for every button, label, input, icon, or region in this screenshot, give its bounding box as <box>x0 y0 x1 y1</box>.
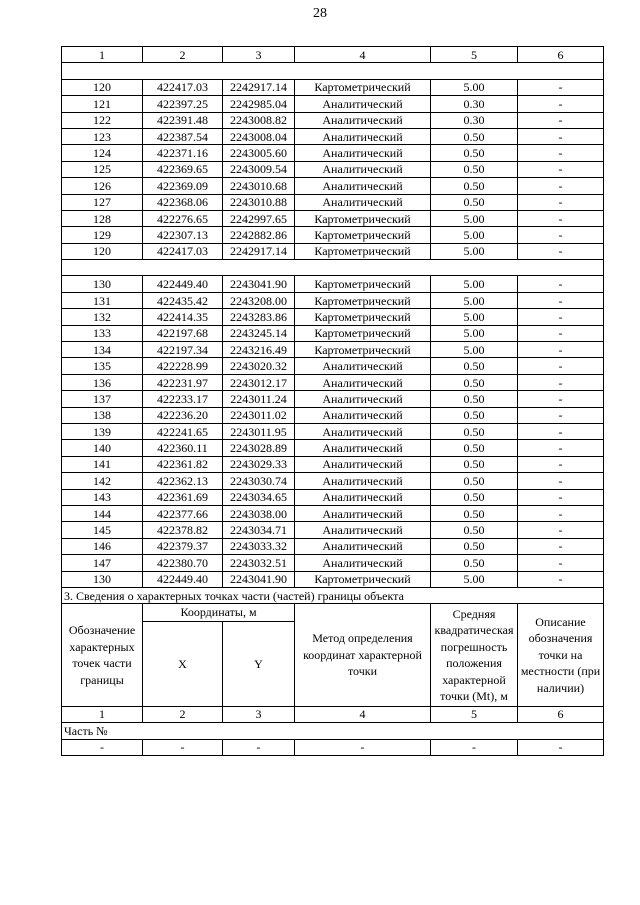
x-cell: 422377.66 <box>143 505 223 521</box>
section3-column-number-row <box>62 706 604 722</box>
method-cell: Аналитический <box>295 505 431 521</box>
empty-cell: - <box>431 739 518 755</box>
method-cell: Аналитический <box>295 178 431 194</box>
description-cell: - <box>518 391 604 407</box>
method-cell: Картометрический <box>295 309 431 325</box>
table-row <box>62 145 604 161</box>
error-cell: 5.00 <box>431 243 518 259</box>
point-cell: 130 <box>62 276 143 292</box>
column-number: 6 <box>518 706 604 722</box>
column-number: 1 <box>62 47 143 63</box>
point-cell: 143 <box>62 489 143 505</box>
method-cell: Аналитический <box>295 112 431 128</box>
table-row <box>62 522 604 538</box>
table-row <box>62 440 604 456</box>
method-cell: Картометрический <box>295 243 431 259</box>
method-cell: Картометрический <box>295 325 431 341</box>
error-cell: 5.00 <box>431 210 518 226</box>
description-cell: - <box>518 96 604 112</box>
description-cell: - <box>518 309 604 325</box>
error-cell: 0.50 <box>431 456 518 472</box>
y-cell: 2243029.33 <box>223 456 295 472</box>
page-number: 28 <box>313 6 327 21</box>
description-cell: - <box>518 243 604 259</box>
point-cell: 147 <box>62 555 143 571</box>
point-cell: 124 <box>62 145 143 161</box>
description-cell: - <box>518 292 604 308</box>
point-cell: 144 <box>62 505 143 521</box>
x-cell: 422449.40 <box>143 571 223 587</box>
x-cell: 422379.37 <box>143 538 223 554</box>
table-row <box>62 571 604 587</box>
x-cell: 422307.13 <box>143 227 223 243</box>
column-number: 2 <box>143 706 223 722</box>
x-cell: 422369.65 <box>143 161 223 177</box>
error-cell: 5.00 <box>431 276 518 292</box>
table-row <box>62 538 604 554</box>
y-cell: 2243020.32 <box>223 358 295 374</box>
y-cell: 2243008.04 <box>223 128 295 144</box>
y-cell: 2242985.04 <box>223 96 295 112</box>
y-cell: 2243041.90 <box>223 571 295 587</box>
point-cell: 145 <box>62 522 143 538</box>
header-error: Средняя квадратическая погрешность положения характерной точки (Mt), м <box>431 604 518 707</box>
y-cell: 2242997.65 <box>223 210 295 226</box>
column-number: 3 <box>223 47 295 63</box>
table-row <box>62 473 604 489</box>
error-cell: 0.50 <box>431 161 518 177</box>
point-cell: 122 <box>62 112 143 128</box>
method-cell: Аналитический <box>295 456 431 472</box>
table-row <box>62 178 604 194</box>
coordinates-table-body-2 <box>62 79 604 276</box>
header-method: Метод определения координат характерной точки <box>295 604 431 707</box>
description-cell: - <box>518 571 604 587</box>
table-row <box>62 161 604 177</box>
point-cell: 132 <box>62 309 143 325</box>
header-y: Y <box>223 621 295 706</box>
error-cell: 0.50 <box>431 555 518 571</box>
method-cell: Аналитический <box>295 555 431 571</box>
y-cell: 2242917.14 <box>223 243 295 259</box>
x-cell: 422378.82 <box>143 522 223 538</box>
header-x: X <box>143 621 223 706</box>
x-cell: 422197.34 <box>143 342 223 358</box>
section-title: 3. Сведения о характерных точках части (частей) границы объекта <box>62 587 604 603</box>
section-title-row <box>62 587 604 603</box>
x-cell: 422197.68 <box>143 325 223 341</box>
description-cell: - <box>518 456 604 472</box>
description-cell: - <box>518 473 604 489</box>
method-cell: Аналитический <box>295 407 431 423</box>
description-cell: - <box>518 342 604 358</box>
x-cell: 422361.69 <box>143 489 223 505</box>
empty-cell: - <box>143 739 223 755</box>
error-cell: 5.00 <box>431 227 518 243</box>
x-cell: 422241.65 <box>143 423 223 439</box>
description-cell: - <box>518 325 604 341</box>
description-cell: - <box>518 522 604 538</box>
method-cell: Аналитический <box>295 96 431 112</box>
header-description: Описание обозначения точки на местности (при наличии) <box>518 604 604 707</box>
method-cell: Аналитический <box>295 440 431 456</box>
method-cell: Картометрический <box>295 210 431 226</box>
point-cell: 120 <box>62 243 143 259</box>
table-row <box>62 325 604 341</box>
x-cell: 422387.54 <box>143 128 223 144</box>
description-cell: - <box>518 145 604 161</box>
error-cell: 5.00 <box>431 571 518 587</box>
method-cell: Картометрический <box>295 342 431 358</box>
column-number: 2 <box>143 47 223 63</box>
method-cell: Аналитический <box>295 489 431 505</box>
point-cell: 142 <box>62 473 143 489</box>
table-row <box>62 112 604 128</box>
x-cell: 422231.97 <box>143 374 223 390</box>
error-cell: 0.50 <box>431 505 518 521</box>
y-cell: 2243010.88 <box>223 194 295 210</box>
description-cell: - <box>518 505 604 521</box>
y-cell: 2243283.86 <box>223 309 295 325</box>
section3-block <box>62 587 604 755</box>
table-row <box>62 391 604 407</box>
coordinates-table-body <box>62 47 604 80</box>
x-cell: 422417.03 <box>143 243 223 259</box>
table-row <box>62 194 604 210</box>
y-cell: 2243010.68 <box>223 178 295 194</box>
error-cell: 5.00 <box>431 309 518 325</box>
y-cell: 2243216.49 <box>223 342 295 358</box>
method-cell: Аналитический <box>295 538 431 554</box>
x-cell: 422362.13 <box>143 473 223 489</box>
y-cell: 2243034.71 <box>223 522 295 538</box>
description-cell: - <box>518 227 604 243</box>
x-cell: 422391.48 <box>143 112 223 128</box>
point-cell: 139 <box>62 423 143 439</box>
description-cell: - <box>518 79 604 95</box>
error-cell: 0.30 <box>431 96 518 112</box>
column-number: 1 <box>62 706 143 722</box>
error-cell: 0.50 <box>431 489 518 505</box>
empty-cell: - <box>223 739 295 755</box>
x-cell: 422276.65 <box>143 210 223 226</box>
column-number: 4 <box>295 47 431 63</box>
y-cell: 2243208.00 <box>223 292 295 308</box>
y-cell: 2242882.86 <box>223 227 295 243</box>
section3-header-row <box>62 604 604 622</box>
empty-separator-row <box>62 63 604 79</box>
x-cell: 422449.40 <box>143 276 223 292</box>
error-cell: 0.50 <box>431 145 518 161</box>
error-cell: 0.50 <box>431 374 518 390</box>
error-cell: 5.00 <box>431 325 518 341</box>
error-cell: 0.50 <box>431 522 518 538</box>
method-cell: Картометрический <box>295 571 431 587</box>
header-coordinates: Координаты, м <box>143 604 295 622</box>
x-cell: 422233.17 <box>143 391 223 407</box>
error-cell: 0.50 <box>431 391 518 407</box>
y-cell: 2242917.14 <box>223 79 295 95</box>
table-row <box>62 374 604 390</box>
empty-cell: - <box>295 739 431 755</box>
x-cell: 422414.35 <box>143 309 223 325</box>
table-row <box>62 292 604 308</box>
x-cell: 422380.70 <box>143 555 223 571</box>
coordinates-table <box>61 46 604 756</box>
point-cell: 137 <box>62 391 143 407</box>
x-cell: 422417.03 <box>143 79 223 95</box>
table-row <box>62 489 604 505</box>
point-cell: 141 <box>62 456 143 472</box>
method-cell: Аналитический <box>295 423 431 439</box>
column-number: 4 <box>295 706 431 722</box>
error-cell: 0.50 <box>431 473 518 489</box>
y-cell: 2243008.82 <box>223 112 295 128</box>
description-cell: - <box>518 358 604 374</box>
table-row <box>62 505 604 521</box>
point-cell: 121 <box>62 96 143 112</box>
point-cell: 123 <box>62 128 143 144</box>
error-cell: 0.50 <box>431 128 518 144</box>
column-number: 5 <box>431 706 518 722</box>
description-cell: - <box>518 194 604 210</box>
table-row <box>62 456 604 472</box>
empty-cell: - <box>518 739 604 755</box>
table-row <box>62 210 604 226</box>
error-cell: 5.00 <box>431 342 518 358</box>
method-cell: Аналитический <box>295 161 431 177</box>
description-cell: - <box>518 128 604 144</box>
error-cell: 0.50 <box>431 423 518 439</box>
y-cell: 2243038.00 <box>223 505 295 521</box>
y-cell: 2243034.65 <box>223 489 295 505</box>
method-cell: Аналитический <box>295 145 431 161</box>
y-cell: 2243030.74 <box>223 473 295 489</box>
method-cell: Аналитический <box>295 391 431 407</box>
table-row <box>62 227 604 243</box>
empty-separator-row <box>62 260 604 276</box>
y-cell: 2243009.54 <box>223 161 295 177</box>
description-cell: - <box>518 407 604 423</box>
table-row <box>62 555 604 571</box>
error-cell: 0.50 <box>431 407 518 423</box>
table-row <box>62 342 604 358</box>
table-row <box>62 243 604 259</box>
x-cell: 422361.82 <box>143 456 223 472</box>
y-cell: 2243028.89 <box>223 440 295 456</box>
method-cell: Аналитический <box>295 128 431 144</box>
method-cell: Картометрический <box>295 276 431 292</box>
table-row <box>62 423 604 439</box>
y-cell: 2243011.24 <box>223 391 295 407</box>
header-point: Обозначение характерных точек части границы <box>62 604 143 707</box>
description-cell: - <box>518 210 604 226</box>
y-cell: 2243032.51 <box>223 555 295 571</box>
x-cell: 422360.11 <box>143 440 223 456</box>
method-cell: Картометрический <box>295 79 431 95</box>
description-cell: - <box>518 538 604 554</box>
method-cell: Картометрический <box>295 292 431 308</box>
description-cell: - <box>518 161 604 177</box>
description-cell: - <box>518 374 604 390</box>
empty-cell: - <box>62 739 143 755</box>
method-cell: Аналитический <box>295 194 431 210</box>
point-cell: 133 <box>62 325 143 341</box>
error-cell: 0.50 <box>431 178 518 194</box>
x-cell: 422368.06 <box>143 194 223 210</box>
y-cell: 2243011.95 <box>223 423 295 439</box>
error-cell: 0.50 <box>431 194 518 210</box>
method-cell: Картометрический <box>295 227 431 243</box>
y-cell: 2243245.14 <box>223 325 295 341</box>
method-cell: Аналитический <box>295 473 431 489</box>
point-cell: 140 <box>62 440 143 456</box>
description-cell: - <box>518 178 604 194</box>
point-cell: 135 <box>62 358 143 374</box>
part-label: Часть № <box>62 723 604 739</box>
y-cell: 2243041.90 <box>223 276 295 292</box>
y-cell: 2243011.02 <box>223 407 295 423</box>
point-cell: 131 <box>62 292 143 308</box>
error-cell: 5.00 <box>431 292 518 308</box>
point-cell: 127 <box>62 194 143 210</box>
method-cell: Аналитический <box>295 522 431 538</box>
x-cell: 422371.16 <box>143 145 223 161</box>
column-number: 6 <box>518 47 604 63</box>
y-cell: 2243012.17 <box>223 374 295 390</box>
description-cell: - <box>518 276 604 292</box>
point-cell: 126 <box>62 178 143 194</box>
x-cell: 422228.99 <box>143 358 223 374</box>
table-row <box>62 96 604 112</box>
table-row <box>62 128 604 144</box>
point-cell: 120 <box>62 79 143 95</box>
description-cell: - <box>518 423 604 439</box>
point-cell: 125 <box>62 161 143 177</box>
method-cell: Аналитический <box>295 358 431 374</box>
point-cell: 138 <box>62 407 143 423</box>
table-row <box>62 407 604 423</box>
description-cell: - <box>518 112 604 128</box>
error-cell: 0.30 <box>431 112 518 128</box>
column-number: 5 <box>431 47 518 63</box>
point-cell: 128 <box>62 210 143 226</box>
description-cell: - <box>518 440 604 456</box>
x-cell: 422435.42 <box>143 292 223 308</box>
x-cell: 422397.25 <box>143 96 223 112</box>
x-cell: 422369.09 <box>143 178 223 194</box>
point-cell: 129 <box>62 227 143 243</box>
error-cell: 0.50 <box>431 440 518 456</box>
point-cell: 134 <box>62 342 143 358</box>
error-cell: 5.00 <box>431 79 518 95</box>
point-cell: 130 <box>62 571 143 587</box>
point-cell: 136 <box>62 374 143 390</box>
table-row <box>62 276 604 292</box>
description-cell: - <box>518 489 604 505</box>
method-cell: Аналитический <box>295 374 431 390</box>
coordinates-table-body-3 <box>62 276 604 587</box>
y-cell: 2243033.32 <box>223 538 295 554</box>
table-row <box>62 309 604 325</box>
column-number: 3 <box>223 706 295 722</box>
column-number-row <box>62 47 604 63</box>
error-cell: 0.50 <box>431 358 518 374</box>
table-row <box>62 358 604 374</box>
part-row <box>62 723 604 739</box>
description-cell: - <box>518 555 604 571</box>
table-row <box>62 79 604 95</box>
y-cell: 2243005.60 <box>223 145 295 161</box>
x-cell: 422236.20 <box>143 407 223 423</box>
point-cell: 146 <box>62 538 143 554</box>
error-cell: 0.50 <box>431 538 518 554</box>
empty-data-row <box>62 739 604 755</box>
